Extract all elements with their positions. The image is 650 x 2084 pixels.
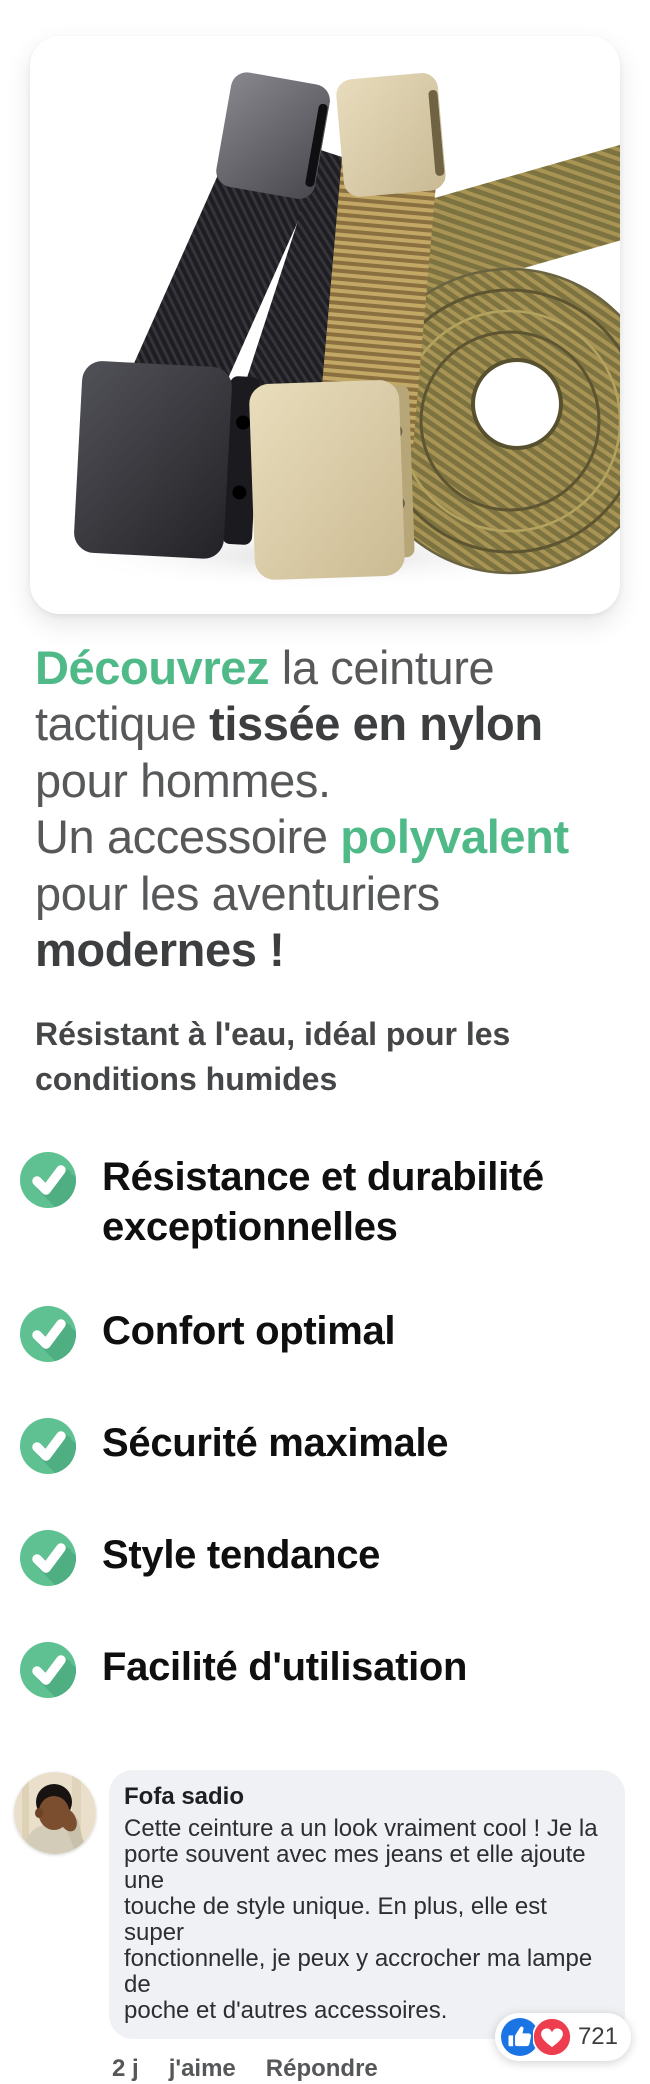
comment-time: 2 j xyxy=(112,2054,139,2082)
feature-item xyxy=(18,1304,650,1364)
feature-item xyxy=(18,1150,650,1252)
dark-buckle-thumb xyxy=(214,70,333,202)
comment xyxy=(14,1770,625,2050)
feature-label: Sécurité maximale xyxy=(102,1420,449,1465)
checkmark-icon xyxy=(18,1304,78,1364)
headline-segment: pour les aventuriers xyxy=(35,866,440,920)
black-buckle xyxy=(73,360,261,561)
headline-segment: tissée en nylon xyxy=(209,697,543,751)
feature-label: Style tendance xyxy=(102,1532,381,1577)
beige-buckle-thumb xyxy=(335,72,447,198)
product-photo-belts xyxy=(30,36,620,614)
feature-item xyxy=(18,1640,650,1700)
product-image-card xyxy=(30,36,620,614)
headline-segment: tactique xyxy=(35,697,210,751)
headline-segment: polyvalent xyxy=(340,810,569,864)
feature-label: Facilité d'utilisation xyxy=(102,1644,468,1689)
headline-segment: Un accessoire xyxy=(35,810,341,864)
reaction-count: 721 xyxy=(577,2022,618,2050)
feature-label: Résistance et durabilité exceptionnelles xyxy=(102,1154,544,1249)
avatar[interactable] xyxy=(14,1772,96,1854)
beige-buckle xyxy=(249,379,416,580)
comment-author[interactable]: Fofa sadio xyxy=(124,1782,245,1810)
feature-list xyxy=(0,1150,650,1700)
headline-segment: la ceinture xyxy=(281,641,495,694)
reactions-badge[interactable] xyxy=(495,2013,631,2061)
avatar-illustration xyxy=(14,1772,96,1854)
checkmark-icon xyxy=(18,1150,78,1210)
feature-label: Confort optimal xyxy=(102,1308,396,1353)
like-button[interactable]: j'aime xyxy=(168,2054,236,2082)
comment-text-line: porte souvent avec mes jeans et elle ajoute une xyxy=(124,1840,586,1894)
headline-segment: modernes ! xyxy=(35,922,285,976)
ad-page xyxy=(0,36,650,2083)
checkmark-icon xyxy=(18,1640,78,1700)
comment-bubble xyxy=(109,1770,625,2039)
reply-button[interactable]: Répondre xyxy=(265,2054,378,2082)
checkmark-icon xyxy=(18,1528,78,1588)
comment-text-line: Cette ceinture a un look vraiment cool ! Je la xyxy=(124,1814,598,1842)
love-icon xyxy=(533,2018,571,2056)
headline-segment: pour hommes. xyxy=(35,753,331,807)
headline xyxy=(35,640,621,978)
checkmark-icon xyxy=(18,1416,78,1476)
subheadline: Résistant à l'eau, idéal pour les conditions humides xyxy=(35,1016,511,1098)
feature-item xyxy=(18,1416,650,1476)
comment-text-line: touche de style unique. En plus, elle est super xyxy=(124,1892,547,1946)
feature-item xyxy=(18,1528,650,1588)
headline-segment: Découvrez xyxy=(35,641,282,694)
comment-text-line: poche et d'autres accessoires. xyxy=(124,1996,448,2024)
comment-text-line: fonctionnelle, je peux y accrocher ma lampe de xyxy=(124,1944,593,1998)
